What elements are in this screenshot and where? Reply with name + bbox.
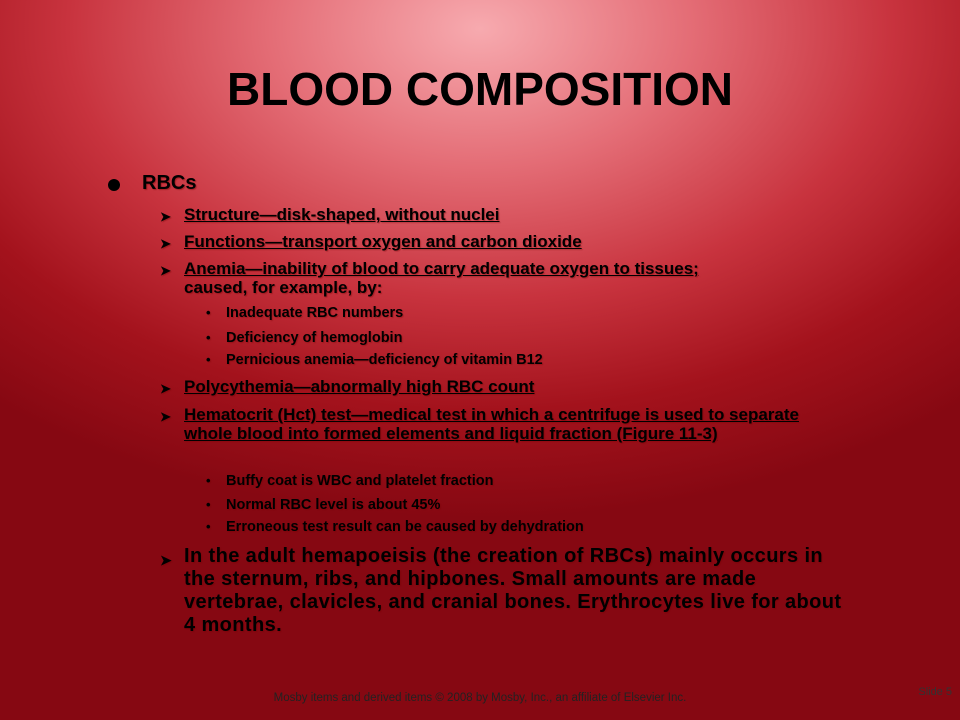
small-bullet-icon: • bbox=[206, 497, 211, 512]
item-polycythemia-text: Polycythemia—abnormally high RBC count bbox=[184, 377, 535, 396]
item-functions-text: Functions—transport oxygen and carbon dioxide bbox=[184, 232, 582, 251]
item-hematocrit-text: Hematocrit (Hct) test—medical test in which a centrifuge is used to separate whole blood into formed elements and liquid fraction (Figure 11-3) bbox=[184, 405, 799, 443]
item-anemia-text bbox=[184, 259, 850, 297]
small-bullet-icon: • bbox=[206, 473, 211, 488]
small-bullet-icon: • bbox=[206, 330, 211, 345]
hematocrit-note-2-text: Normal RBC level is about 45% bbox=[226, 497, 441, 513]
round-bullet-icon bbox=[108, 179, 120, 191]
item-hematocrit bbox=[160, 405, 840, 443]
hematocrit-note-3-text: Erroneous test result can be caused by dehydration bbox=[226, 519, 584, 535]
hematocrit-note-3 bbox=[206, 519, 584, 535]
arrow-bullet-icon: ➤ bbox=[160, 552, 173, 568]
small-bullet-icon: • bbox=[206, 352, 211, 367]
slide-title: BLOOD COMPOSITION bbox=[227, 63, 733, 115]
copyright-footer: Mosby items and derived items © 2008 by Mosby, Inc., an affiliate of Elsevier Inc. bbox=[273, 692, 687, 704]
slide-number: Slide 5 bbox=[918, 686, 952, 698]
item-polycythemia bbox=[160, 377, 850, 396]
anemia-cause-3-text: Pernicious anemia—deficiency of vitamin B12 bbox=[226, 352, 543, 368]
hematocrit-note-1-text: Buffy coat is WBC and platelet fraction bbox=[226, 473, 494, 489]
item-anemia-definition: Anemia—inability of blood to carry adequate oxygen to tissues; bbox=[184, 259, 699, 278]
item-structure-text: Structure—disk-shaped, without nuclei bbox=[184, 205, 500, 224]
small-bullet-icon: • bbox=[206, 519, 211, 534]
arrow-bullet-icon: ➤ bbox=[160, 381, 171, 396]
anemia-cause-1-text: Inadequate RBC numbers bbox=[226, 305, 404, 321]
anemia-cause-1 bbox=[206, 305, 404, 321]
hematocrit-note-2 bbox=[206, 497, 441, 513]
bullet-rbcs-label: RBCs bbox=[142, 172, 197, 194]
arrow-bullet-icon: ➤ bbox=[160, 209, 171, 224]
hematocrit-note-1 bbox=[206, 473, 494, 489]
item-functions bbox=[160, 232, 850, 251]
item-anemia bbox=[160, 259, 850, 297]
arrow-bullet-icon: ➤ bbox=[160, 409, 171, 424]
arrow-bullet-icon: ➤ bbox=[160, 263, 171, 278]
item-anemia-continuation: caused, for example, by: bbox=[184, 278, 383, 297]
item-hemapoeisis bbox=[160, 545, 850, 637]
anemia-cause-2-text: Deficiency of hemoglobin bbox=[226, 330, 403, 346]
anemia-cause-3 bbox=[206, 352, 543, 368]
anemia-cause-2 bbox=[206, 330, 403, 346]
item-structure bbox=[160, 205, 850, 224]
arrow-bullet-icon: ➤ bbox=[160, 236, 171, 251]
small-bullet-icon: • bbox=[206, 305, 211, 320]
item-hemapoeisis-text: In the adult hemapoeisis (the creation of RBCs) mainly occurs in the sternum, ribs, and hipbones. Small amounts are made vertebrae, clavicles, and cranial bones. Erythrocytes live for about 4 months. bbox=[184, 545, 842, 636]
